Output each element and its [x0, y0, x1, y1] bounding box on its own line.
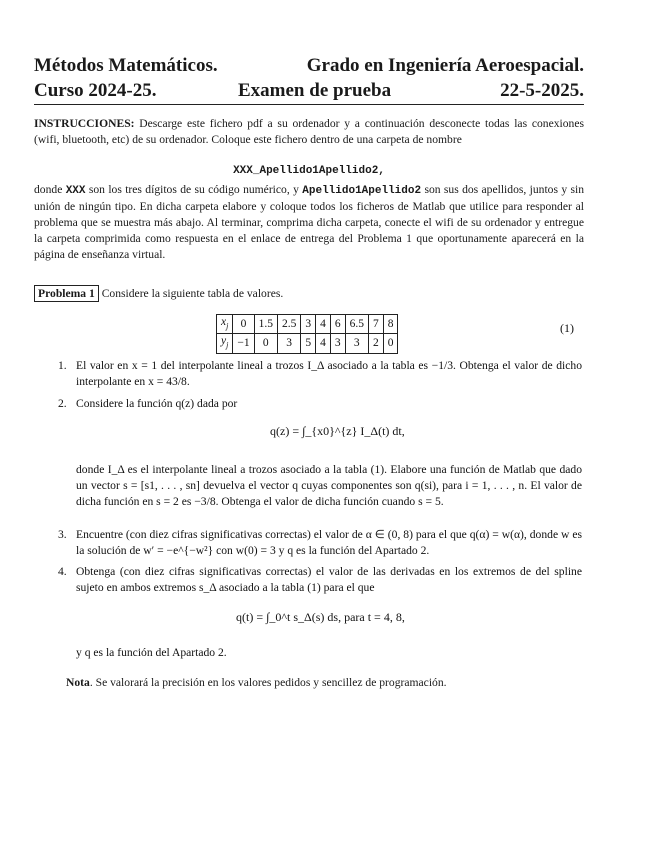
instructions-text-2b: son los tres dígitos de su código numérico, y	[88, 183, 299, 196]
table-cell: 0	[383, 334, 398, 353]
item-text: Encuentre (con diez cifras significativas correctas) el valor de α ∈ (0, 8) para el que q(α) = w(α), donde w es la solución de w′ = −e^{−w²} con w(0) = 3 y q es la función del Apartado 2.	[76, 528, 582, 557]
problem-label: Problema 1	[34, 285, 99, 302]
item-number: 2.	[58, 397, 67, 410]
item-text: y q es la función del Apartado 2.	[76, 646, 227, 659]
note-label: Nota	[66, 676, 90, 689]
problem-item-2	[58, 396, 582, 412]
table-cell: 2.5	[277, 315, 300, 334]
exam-type: Examen de prueba	[238, 80, 392, 101]
y-header-cell: $y_j$	[217, 334, 233, 353]
surnames-placeholder: Apellido1Apellido2	[302, 185, 422, 197]
instructions-text-1: Descarge este fichero pdf a su ordenador y a continuación desconecte todas las conexiones (wifi, bluetooth, etc) de su ordenador. Coloque este fichero dentro de una carpeta de nombre	[34, 117, 584, 146]
values-table	[216, 314, 398, 354]
table-cell: 3	[301, 315, 316, 334]
item-number: 1.	[58, 359, 67, 372]
table-cell: 6	[330, 315, 345, 334]
problem-intro: Considere la siguiente tabla de valores.	[101, 287, 284, 300]
code-placeholder: XXX	[65, 185, 86, 197]
table-row-y	[217, 334, 398, 353]
item-text: donde I_Δ es el interpolante lineal a trozos asociado a la tabla (1). Elabore una función de Matlab que dado un vector s = [s1, . . . , sn] devuelva el vector q cuyas componentes son q(si), para i = 1, . . . , n. El valor de dicha función en s = 2 es −3/8. Obtenga el valor de dicha función cuando s = 5.	[76, 463, 582, 508]
instructions-text-2a: donde	[34, 183, 63, 196]
table-cell: 5	[301, 334, 316, 353]
formula-q-spline: q(t) = ∫_0^t s_Δ(s) ds, para t = 4, 8,	[236, 610, 405, 624]
table-row-x	[217, 315, 398, 334]
exam-date: 22-5-2025.	[500, 80, 584, 101]
header-rule	[34, 104, 584, 105]
course-title: Métodos Matemáticos.	[34, 55, 218, 76]
formula-q-definition: q(z) = ∫_{x0}^{z} I_Δ(t) dt,	[270, 424, 405, 438]
instructions-paragraph-2	[34, 182, 584, 263]
table-cell: 2	[368, 334, 383, 353]
course-year: Curso 2024-25.	[34, 80, 157, 101]
table-cell: 3	[277, 334, 300, 353]
instructions-text-2c: son sus dos apellidos, juntos y sin unión de ningún tipo. En dicha carpeta elabore y coloque todos los ficheros de Matlab que utilice para responder al problema que se muestra más abajo. Al terminar, comprima dicha carpeta, conecte el wifi de su ordenador y entregue la carpeta comprimida como respuesta en el enlace de entrega del Problema 1 que oportunamente aparecerá en la página de enseñanza virtual.	[34, 183, 585, 261]
item-intro-text: Considere la función q(z) dada por	[76, 397, 238, 410]
note-paragraph	[66, 675, 584, 691]
problem-item-4-continued	[76, 645, 582, 661]
table-cell: 4	[316, 334, 331, 353]
folder-name: XXX_Apellido1Apellido2,	[233, 165, 385, 177]
problem-item-4	[58, 564, 582, 596]
problem-item-2-continued	[76, 462, 582, 510]
problem-item-1	[58, 358, 582, 390]
degree-title: Grado en Ingeniería Aeroespacial.	[306, 55, 584, 76]
note-text: . Se valorará la precisión en los valores pedidos y sencillez de programación.	[89, 676, 447, 689]
x-header-cell: $x_j$	[217, 315, 233, 334]
table-cell: 8	[383, 315, 398, 334]
table-cell: 7	[368, 315, 383, 334]
table-cell: 1.5	[254, 315, 277, 334]
equation-number: (1)	[560, 321, 574, 335]
instructions-label: INSTRUCCIONES:	[34, 117, 135, 130]
problem-heading	[34, 285, 584, 302]
folder-name-line	[34, 162, 584, 179]
table-cell: 3	[330, 334, 345, 353]
item-intro-text: Obtenga (con diez cifras significativas correctas) el valor de las derivadas en los extremos de del spline sujeto en ambos extremos s_Δ asociado a la tabla (1) para el que	[76, 565, 582, 594]
table-cell: 3	[345, 334, 368, 353]
header-line-2	[34, 79, 584, 103]
table-cell: 6.5	[345, 315, 368, 334]
item-text: El valor en x = 1 del interpolante lineal a trozos I_Δ asociado a la tabla es −1/3. Obtenga el valor de dicho interpolante en x = 43/8.	[76, 359, 582, 388]
item-number: 4.	[58, 565, 67, 578]
table-cell: −1	[233, 334, 254, 353]
item-number: 3.	[58, 528, 67, 541]
table-cell: 0	[254, 334, 277, 353]
instructions-paragraph	[34, 116, 584, 148]
header-line-1	[34, 54, 584, 78]
table-cell: 4	[316, 315, 331, 334]
table-cell: 0	[233, 315, 254, 334]
problem-item-3	[58, 527, 582, 559]
